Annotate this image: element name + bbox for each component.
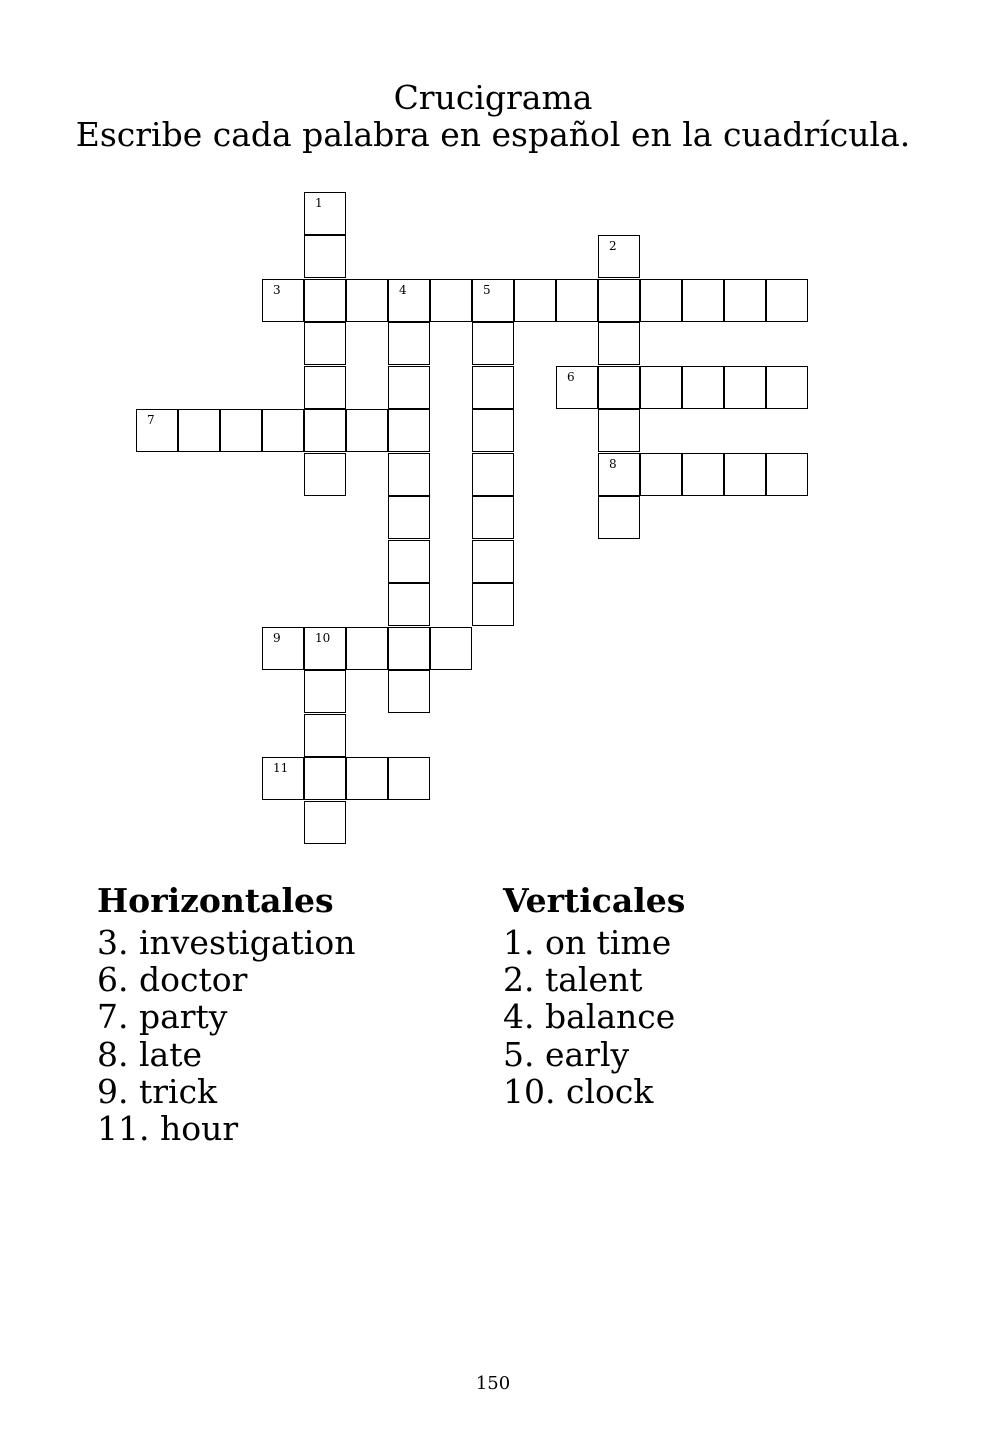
down-clues <box>503 882 685 1110</box>
grid-cell[interactable] <box>346 757 388 800</box>
grid-cell[interactable] <box>262 409 304 452</box>
clue-number: 8 <box>609 457 617 471</box>
grid-cell[interactable] <box>304 409 346 452</box>
grid-cell[interactable] <box>262 627 304 670</box>
clue-across: 6. doctor <box>97 960 248 1000</box>
grid-cell[interactable] <box>556 366 598 409</box>
grid-cell[interactable] <box>556 279 598 322</box>
grid-cell[interactable] <box>388 453 430 496</box>
clue-number: 11 <box>273 761 289 775</box>
grid-cell[interactable] <box>472 279 514 322</box>
across-clues <box>97 882 355 1147</box>
grid-cell[interactable] <box>472 366 514 409</box>
grid-cell[interactable] <box>388 279 430 322</box>
grid-cell[interactable] <box>388 757 430 800</box>
grid-cell[interactable] <box>346 279 388 322</box>
grid-cell[interactable] <box>388 540 430 583</box>
clue-down: 10. clock <box>503 1071 654 1111</box>
grid-cell[interactable] <box>346 627 388 670</box>
grid-cell[interactable] <box>388 670 430 713</box>
grid-cell[interactable] <box>304 235 346 278</box>
grid-cell[interactable] <box>472 453 514 496</box>
grid-cell[interactable] <box>304 757 346 800</box>
grid-cell[interactable] <box>640 366 682 409</box>
clue-across: 3. investigation <box>97 923 356 962</box>
grid-cell[interactable] <box>262 279 304 322</box>
grid-cell[interactable] <box>304 322 346 365</box>
grid-cell[interactable] <box>682 453 724 496</box>
grid-cell[interactable] <box>262 757 304 800</box>
grid-cell[interactable] <box>598 235 640 278</box>
grid-cell[interactable] <box>304 279 346 322</box>
grid-cell[interactable] <box>304 670 346 713</box>
clue-number: 4 <box>399 283 407 297</box>
grid-cell[interactable] <box>598 366 640 409</box>
clue-down: 2. talent <box>503 960 643 1000</box>
grid-cell[interactable] <box>598 409 640 452</box>
grid-cell[interactable] <box>598 279 640 322</box>
grid-cell[interactable] <box>304 714 346 757</box>
grid-cell[interactable] <box>724 453 766 496</box>
grid-cell[interactable] <box>430 627 472 670</box>
clue-down: 5. early <box>503 1034 630 1074</box>
grid-cell[interactable] <box>388 583 430 626</box>
clue-number: 9 <box>273 631 281 645</box>
clue-across: 8. late <box>97 1034 202 1074</box>
clue-number: 5 <box>483 283 491 297</box>
grid-cell[interactable] <box>304 366 346 409</box>
grid-cell[interactable] <box>472 409 514 452</box>
across-heading: Horizontales <box>97 881 334 920</box>
grid-cell[interactable] <box>598 496 640 539</box>
clue-across: 7. party <box>97 997 228 1037</box>
clue-number: 7 <box>147 413 155 427</box>
grid-cell[interactable] <box>304 627 346 670</box>
grid-cell[interactable] <box>724 279 766 322</box>
grid-cell[interactable] <box>724 366 766 409</box>
grid-cell[interactable] <box>178 409 220 452</box>
clue-number: 1 <box>315 196 323 210</box>
grid-cell[interactable] <box>136 409 178 452</box>
instructions: Escribe cada palabra en español en la cuadrícula. <box>75 115 911 154</box>
grid-cell[interactable] <box>514 279 556 322</box>
page-title: Crucigrama <box>393 78 593 117</box>
grid-cell[interactable] <box>388 322 430 365</box>
clue-across: 11. hour <box>97 1109 239 1149</box>
grid-cell[interactable] <box>388 496 430 539</box>
grid-cell[interactable] <box>430 279 472 322</box>
clue-number: 6 <box>567 370 575 384</box>
grid-cell[interactable] <box>472 583 514 626</box>
grid-cell[interactable] <box>388 409 430 452</box>
grid-cell[interactable] <box>304 801 346 844</box>
grid-cell[interactable] <box>640 279 682 322</box>
grid-cell[interactable] <box>220 409 262 452</box>
grid-cell[interactable] <box>304 453 346 496</box>
grid-cell[interactable] <box>598 453 640 496</box>
page-number: 150 <box>475 1373 511 1394</box>
grid-cell[interactable] <box>472 540 514 583</box>
grid-cell[interactable] <box>472 322 514 365</box>
clue-number: 3 <box>273 283 281 297</box>
grid-cell[interactable] <box>472 496 514 539</box>
grid-cell[interactable] <box>598 322 640 365</box>
clue-number: 2 <box>609 239 617 253</box>
grid-cell[interactable] <box>766 279 808 322</box>
grid-cell[interactable] <box>766 453 808 496</box>
clue-across: 9. trick <box>97 1071 218 1111</box>
grid-cell[interactable] <box>346 409 388 452</box>
grid-cell[interactable] <box>388 366 430 409</box>
grid-cell[interactable] <box>388 627 430 670</box>
clue-down: 4. balance <box>503 997 676 1037</box>
clue-down: 1. on time <box>503 923 672 962</box>
clue-number: 10 <box>315 631 331 645</box>
grid-cell[interactable] <box>304 192 346 235</box>
grid-cell[interactable] <box>682 279 724 322</box>
down-heading: Verticales <box>503 881 686 920</box>
grid-cell[interactable] <box>766 366 808 409</box>
grid-cell[interactable] <box>682 366 724 409</box>
grid-cell[interactable] <box>640 453 682 496</box>
